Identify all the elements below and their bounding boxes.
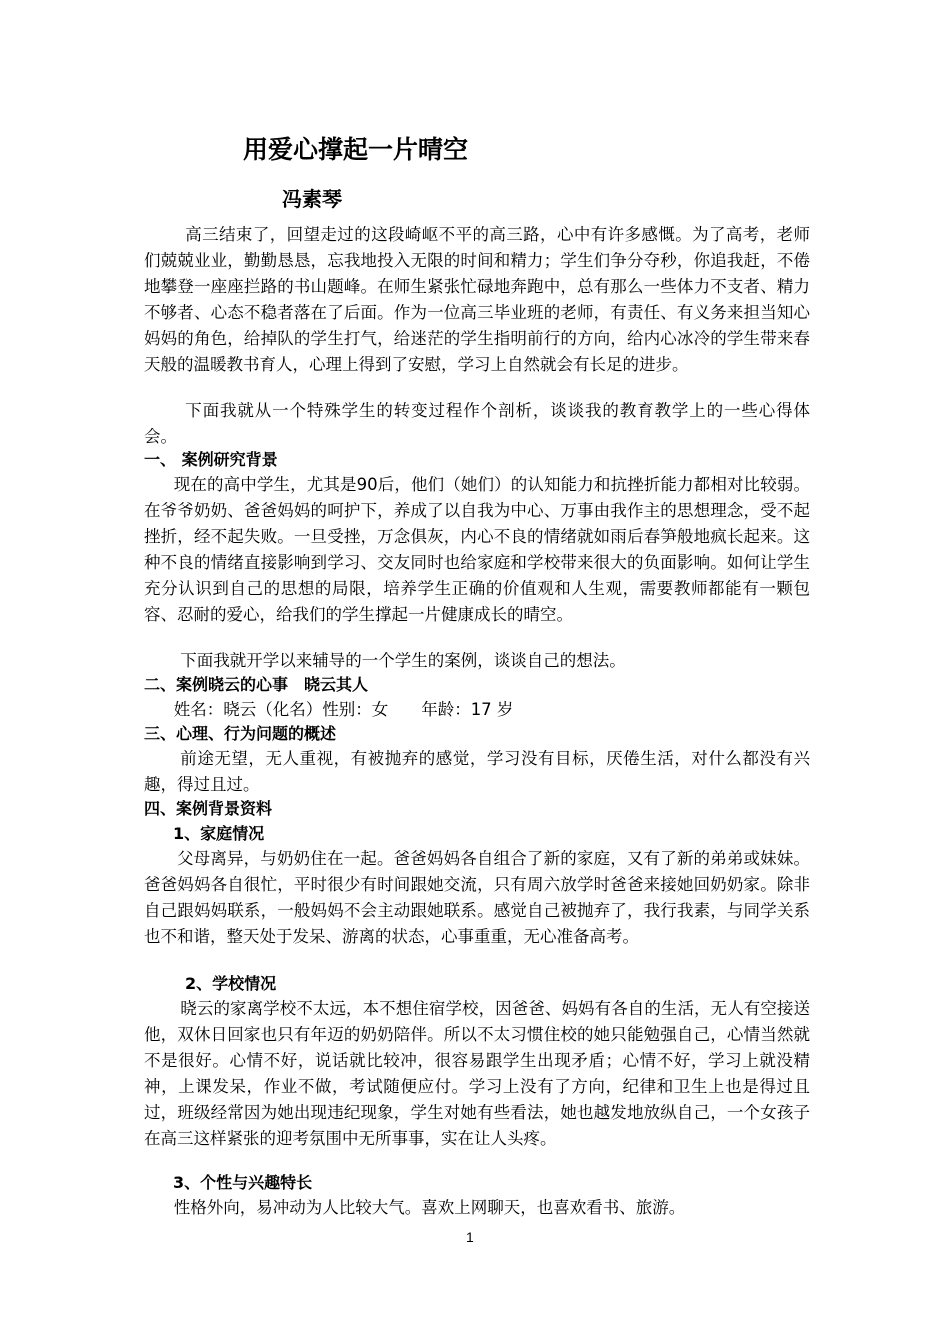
section-heading-4: 四、案例背景资料 bbox=[144, 799, 273, 818]
section1-paragraph-2: 下面我就开学以来辅导的一个学生的案例，谈谈自己的想法。 bbox=[180, 651, 626, 670]
intro-paragraph-1: 高三结束了，回望走过的这段崎岖不平的高三路，心中有许多感慨。为了高考，老师们兢兢业业，勤勤恳恳，忘我地投入无限的时间和精力；学生们争分夺秒，你追我赶，不倦地攀登一座座拦路的书山题峰。在师生紧张忙碌地奔跑中，总有那么一些体力不支者、精力不够者、心态不稳者落在了后面。作为一位高三毕业班的老师，有责任、有义务来担当知心妈妈的角色，给掉队的学生打气，给迷茫的学生指明前行的方向，给内心冰冷的学生带来春天般的温暖教书育人，心理上得到了安慰，学习上自然就会有长足的进步。 bbox=[144, 225, 810, 374]
family-paragraph: 父母离异，与奶奶住在一起。爸爸妈妈各自组合了新的家庭，又有了新的弟弟或妹妹。爸爸妈妈各自很忙，平时很少有时间跟她交流，只有周六放学时爸爸来接她回奶奶家。除非自己跟妈妈联系，一般妈妈不会主动跟她联系。感觉自己被抛弃了，我行我素，与同学关系也不和谐，整天处于发呆、游离的状态，心事重重，无心准备高考。 bbox=[144, 849, 810, 946]
section-heading-3: 三、心理、行为问题的概述 bbox=[144, 724, 337, 743]
section-heading-1: 一、 案例研究背景 bbox=[144, 450, 278, 469]
student-info-line: 姓名：晓云（化名）性别：女 年龄：17 岁 bbox=[173, 700, 514, 719]
personality-paragraph: 性格外向，易冲动为人比较大气。喜欢上网聊天，也喜欢看书、旅游。 bbox=[173, 1198, 686, 1217]
section-heading-2: 二、案例晓云的心事 晓云其人 bbox=[144, 675, 369, 694]
subsection-heading-school: 2、学校情况 bbox=[185, 974, 277, 993]
author-name: 冯素琴 bbox=[282, 187, 342, 211]
intro-paragraph-2: 下面我就从一个特殊学生的转变过程作个剖析，谈谈我的教育教学上的一些心得体会。 bbox=[144, 401, 810, 446]
subsection-heading-family: 1、家庭情况 bbox=[173, 824, 265, 843]
section1-paragraph-1: 现在的高中学生，尤其是90后，他们（她们）的认知能力和抗挫折能力都相对比较弱。在爷爷奶奶、爸爸妈妈的呵护下，养成了以自我为中心、万事由我作主的思想理念，受不起挫折，经不起失败。一旦受挫，万念俱灰，内心不良的情绪就如雨后春笋般地疯长起来。这种不良的情绪直接影响到学习、交友同时也给家庭和学校带来很大的负面影响。如何让学生充分认识到自己的思想的局限，培养学生正确的价值观和人生观，需要教师都能有一颗包容、忍耐的爱心，给我们的学生撑起一片健康成长的晴空。 bbox=[144, 475, 810, 624]
section3-paragraph: 前途无望，无人重视，有被抛弃的感觉，学习没有目标，厌倦生活，对什么都没有兴趣，得过且过。 bbox=[144, 749, 810, 794]
page-number: 1 bbox=[466, 1229, 474, 1245]
document-title: 用爱心撑起一片晴空 bbox=[243, 135, 469, 164]
subsection-heading-personality: 3、个性与兴趣特长 bbox=[173, 1173, 313, 1192]
school-paragraph: 晓云的家离学校不太远，本不想住宿学校，因爸爸、妈妈有各自的生活，无人有空接送他，双休日回家也只有年迈的奶奶陪伴。所以不太习惯住校的她只能勉强自己，心情当然就不是很好。心情不好，说话就比较冲，很容易跟学生出现矛盾；心情不好，学习上就没精神，上课发呆，作业不做，考试随便应付。学习上没有了方向，纪律和卫生上也是得过且过，班级经常因为她出现违纪现象，学生对她有些看法，她也越发地放纵自己，一个女孩子在高三这样紧张的迎考氛围中无所事事，实在让人头疼。 bbox=[144, 999, 810, 1148]
